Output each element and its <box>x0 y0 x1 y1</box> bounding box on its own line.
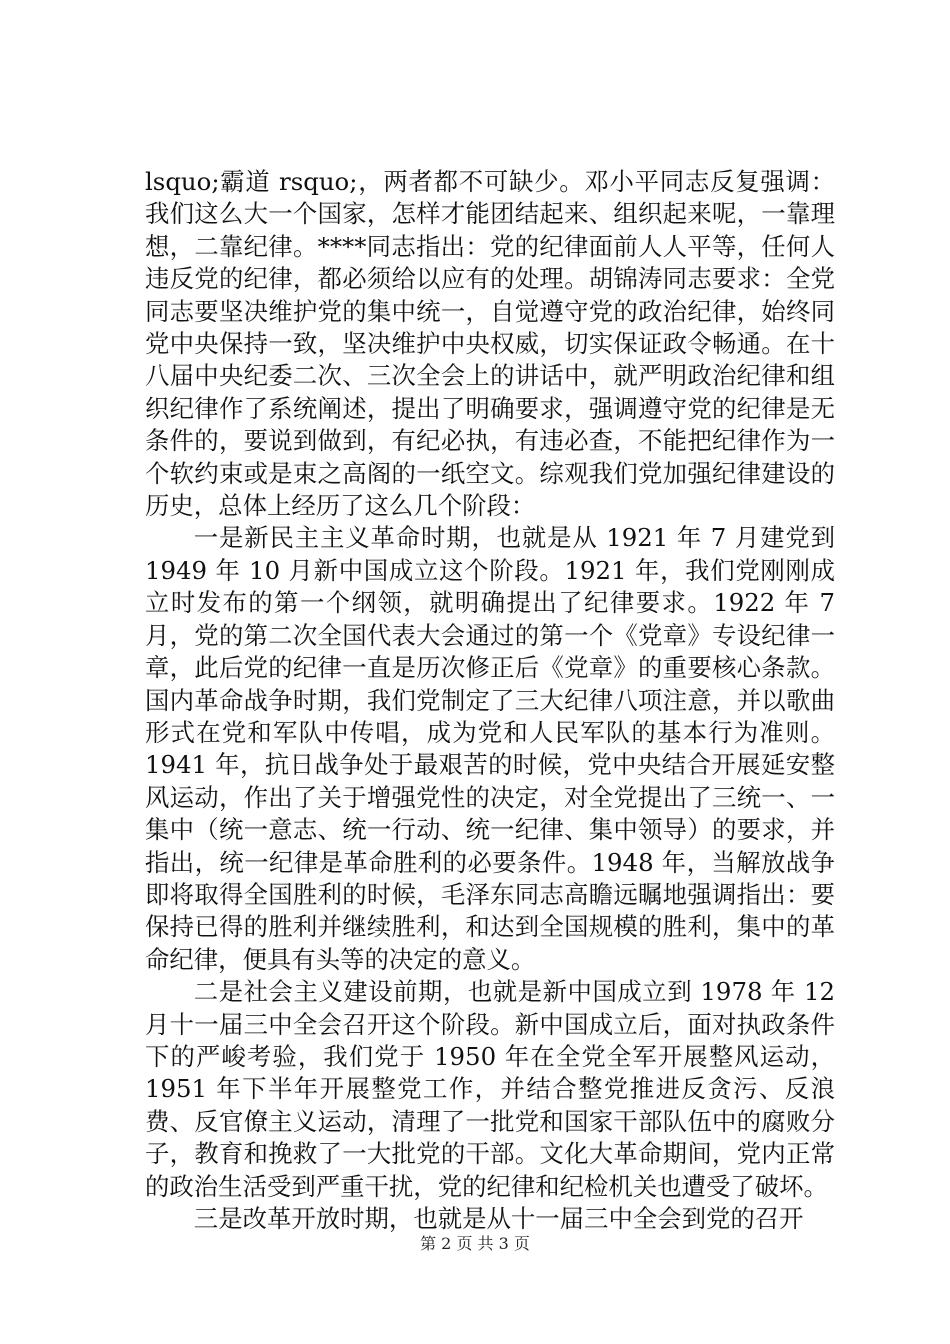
page-footer: 第 2 页 共 3 页 <box>420 1234 530 1253</box>
document-body <box>145 166 835 1235</box>
paragraph: 三是改革开放时期，也就是从十一届三中全会到党的召开 <box>193 1204 804 1233</box>
paragraph: 一是新民主主义革命时期，也就是从 1921 年 7 月建党到 1949 年 10 月新中国成立这个阶段。1921 年，我们党刚刚成立时发布的第一个纲领，就明确提出了纪律要求。1922 年 7 月，党的第二次全国代表大会通过的第一个《党章》专设纪律一章，此后党的纪律一直是历次修正后《党章》的重要核心条款。国内革命战争时期，我们党制定了三大纪律八项注意，并以歌曲形式在党和军队中传唱，成为党和人民军队的基本行为准则。1941 年，抗日战争处于最艰苦的时候，党中央结合开展延安整风运动，作出了关于增强党性的决定，对全党提出了三统一、一集中（统一意志、统一行动、统一纪律、集中领导）的要求，并指出，统一纪律是革命胜利的必要条件。1948 年，当解放战争即将取得全国胜利的时候，毛泽东同志高瞻远瞩地强调指出：要保持已得的胜利并继续胜利，和达到全国规模的胜利，集中的革命纪律，便具有头等的决定的意义。 <box>145 523 835 974</box>
paragraph: 二是社会主义建设前期，也就是新中国成立到 1978 年 12 月十一届三中全会召开这个阶段。新中国成立后，面对执政条件下的严峻考验，我们党于 1950 年在全党全军开展整风运动，1951 年下半年开展整党工作，并结合整党推进反贪污、反浪费、反官僚主义运动，清理了一批党和国家干部队伍中的腐败分子，教育和挽救了一大批党的干部。文化大革命期间，党内正常的政治生活受到严重干扰，党的纪律和纪检机关也遭受了破坏。 <box>145 977 835 1201</box>
paragraph: lsquo;霸道 rsquo;，两者都不可缺少。邓小平同志反复强调：我们这么大一个国家，怎样才能团结起来、组织起来呢，一靠理想，二靠纪律。****同志指出：党的纪律面前人人平等，任何人违反党的纪律，都必须给以应有的处理。胡锦涛同志要求：全党同志要坚决维护党的集中统一，自觉遵守党的政治纪律，始终同党中央保持一致，坚决维护中央权威，切实保证政令畅通。在十八届中央纪委二次、三次全会上的讲话中，就严明政治纪律和组织纪律作了系统阐述，提出了明确要求，强调遵守党的纪律是无条件的，要说到做到，有纪必执，有违必查，不能把纪律作为一个软约束或是束之高阁的一纸空文。综观我们党加强纪律建设的历史，总体上经历了这么几个阶段： <box>145 167 835 521</box>
